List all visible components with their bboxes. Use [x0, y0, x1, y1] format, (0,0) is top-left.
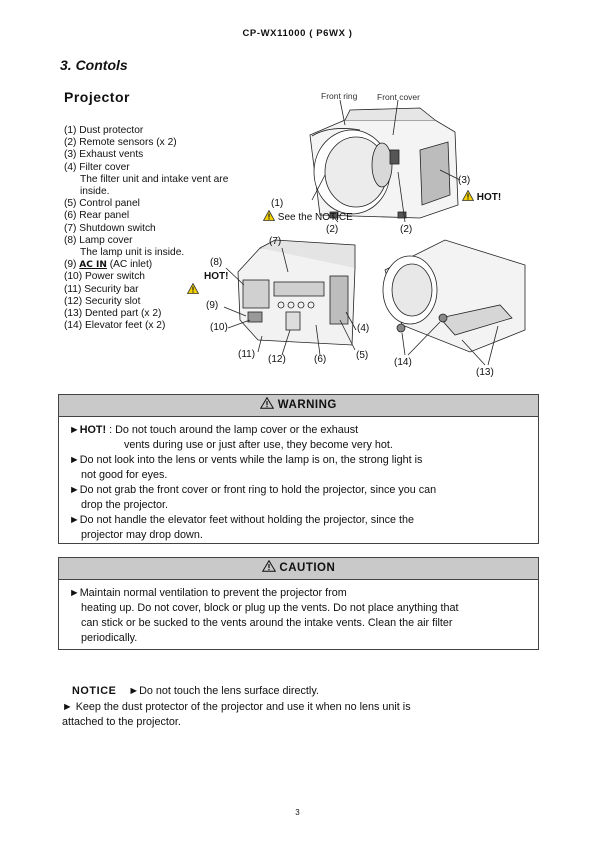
callout-1: (1) — [271, 198, 284, 209]
caution-body — [59, 580, 538, 650]
callout-10: (10) — [210, 322, 228, 333]
list-item-number: (9) — [64, 259, 77, 271]
caution-header — [59, 558, 538, 580]
notice-block — [62, 684, 532, 731]
warning-item: ►Do not look into the lens or vents while the lamp is on, the strong light is — [69, 454, 423, 466]
list-item: (10) Power switch — [64, 271, 145, 283]
list-item: (3) Exhaust vents — [64, 149, 144, 161]
callout-4: (4) — [357, 323, 370, 334]
callout-3: (3) — [458, 175, 471, 186]
list-item: (13) Dented part (x 2) — [64, 308, 162, 320]
list-item-detail: The filter unit and intake vent are — [80, 173, 229, 185]
caution-item: ►Maintain normal ventilation to prevent the projector from — [69, 587, 347, 599]
callout-12: (12) — [268, 354, 286, 365]
callout-2-right: (2) — [400, 224, 413, 235]
callout-9: (9) — [206, 300, 219, 311]
warning-triangle-icon — [187, 283, 199, 294]
projector-illustration — [0, 0, 595, 400]
list-item-detail: The lamp unit is inside. — [80, 247, 185, 259]
notice-line: attached to the projector. — [62, 716, 181, 728]
list-item: (5) Control panel — [64, 198, 140, 210]
notice-line: NOTICE ►Do not touch the lens surface directly. — [72, 685, 319, 697]
label-front-ring: Front ring — [321, 91, 358, 101]
page-number: 3 — [295, 808, 300, 817]
list-item: (12) Security slot — [64, 295, 141, 307]
callout-6: (6) — [314, 354, 327, 365]
warning-triangle-icon — [262, 560, 276, 572]
callout-7: (7) — [269, 236, 282, 247]
callout-5: (5) — [356, 350, 369, 361]
ac-in-label: AC IN — [79, 260, 107, 271]
caution-title: CAUTION — [279, 562, 336, 574]
section-title: 3. Contols — [60, 57, 128, 73]
warning-item: ►Do not grab the front cover or front ring to hold the projector, since you can — [69, 484, 437, 496]
list-item: (4) Filter cover — [64, 161, 130, 173]
callout-14: (14) — [394, 357, 412, 368]
callout-11: (11) — [238, 349, 256, 360]
caution-item-cont: can stick or be sucked to the vents around the intake vents. Clean the air filter — [81, 617, 453, 629]
label-front-cover: Front cover — [377, 92, 420, 102]
caution-box — [58, 557, 539, 650]
caution-item-cont: heating up. Do not cover, block or plug up the vents. Do not place anything that — [81, 602, 459, 614]
see-notice-label: See the NOTICE — [263, 210, 353, 223]
hot-label: HOT! — [79, 424, 107, 436]
warning-item-cont: drop the projector. — [81, 499, 169, 511]
warning-item-cont: projector may drop down. — [81, 529, 203, 541]
notice-label: NOTICE — [72, 685, 117, 697]
hot-label-left: HOT! — [204, 271, 229, 282]
warning-header — [59, 395, 538, 417]
warning-triangle-icon — [260, 397, 274, 409]
list-item: (8) Lamp cover — [64, 234, 133, 246]
list-item: (2) Remote sensors (x 2) — [64, 137, 177, 149]
notice-line: ► Keep the dust protector of the projector and use it when no lens unit is — [62, 700, 411, 713]
warning-box — [58, 394, 539, 544]
list-item-detail: inside. — [80, 186, 110, 198]
warning-item-cont: vents during use or just after use, they become very hot. — [124, 439, 393, 451]
warning-triangle-icon — [263, 210, 275, 221]
projector-title: Projector — [64, 89, 130, 105]
warning-item: ►Do not handle the elevator feet without holding the projector, since the — [69, 514, 415, 526]
callout-8: (8) — [210, 257, 223, 268]
caution-item-cont: periodically. — [81, 632, 138, 644]
warning-item-cont: not good for eyes. — [81, 469, 168, 481]
list-item: (7) Shutdown switch — [64, 222, 156, 234]
warning-triangle-icon — [462, 190, 474, 201]
hot-label-right: HOT! — [462, 190, 501, 203]
warning-item: ►HOT! : Do not touch around the lamp cover or the exhaust — [69, 424, 359, 436]
warning-body — [59, 417, 538, 547]
warning-title: WARNING — [277, 399, 337, 411]
callout-13: (13) — [476, 367, 494, 378]
list-item: (11) Security bar — [64, 283, 139, 295]
list-item-text: (AC inlet) — [109, 259, 153, 271]
list-item: (6) Rear panel — [64, 210, 130, 222]
list-item: (1) Dust protector — [64, 125, 144, 136]
callout-2-left: (2) — [326, 224, 339, 235]
model-header: CP-WX11000 ( P6WX ) — [242, 28, 353, 39]
list-item: (14) Elevator feet (x 2) — [64, 320, 166, 332]
